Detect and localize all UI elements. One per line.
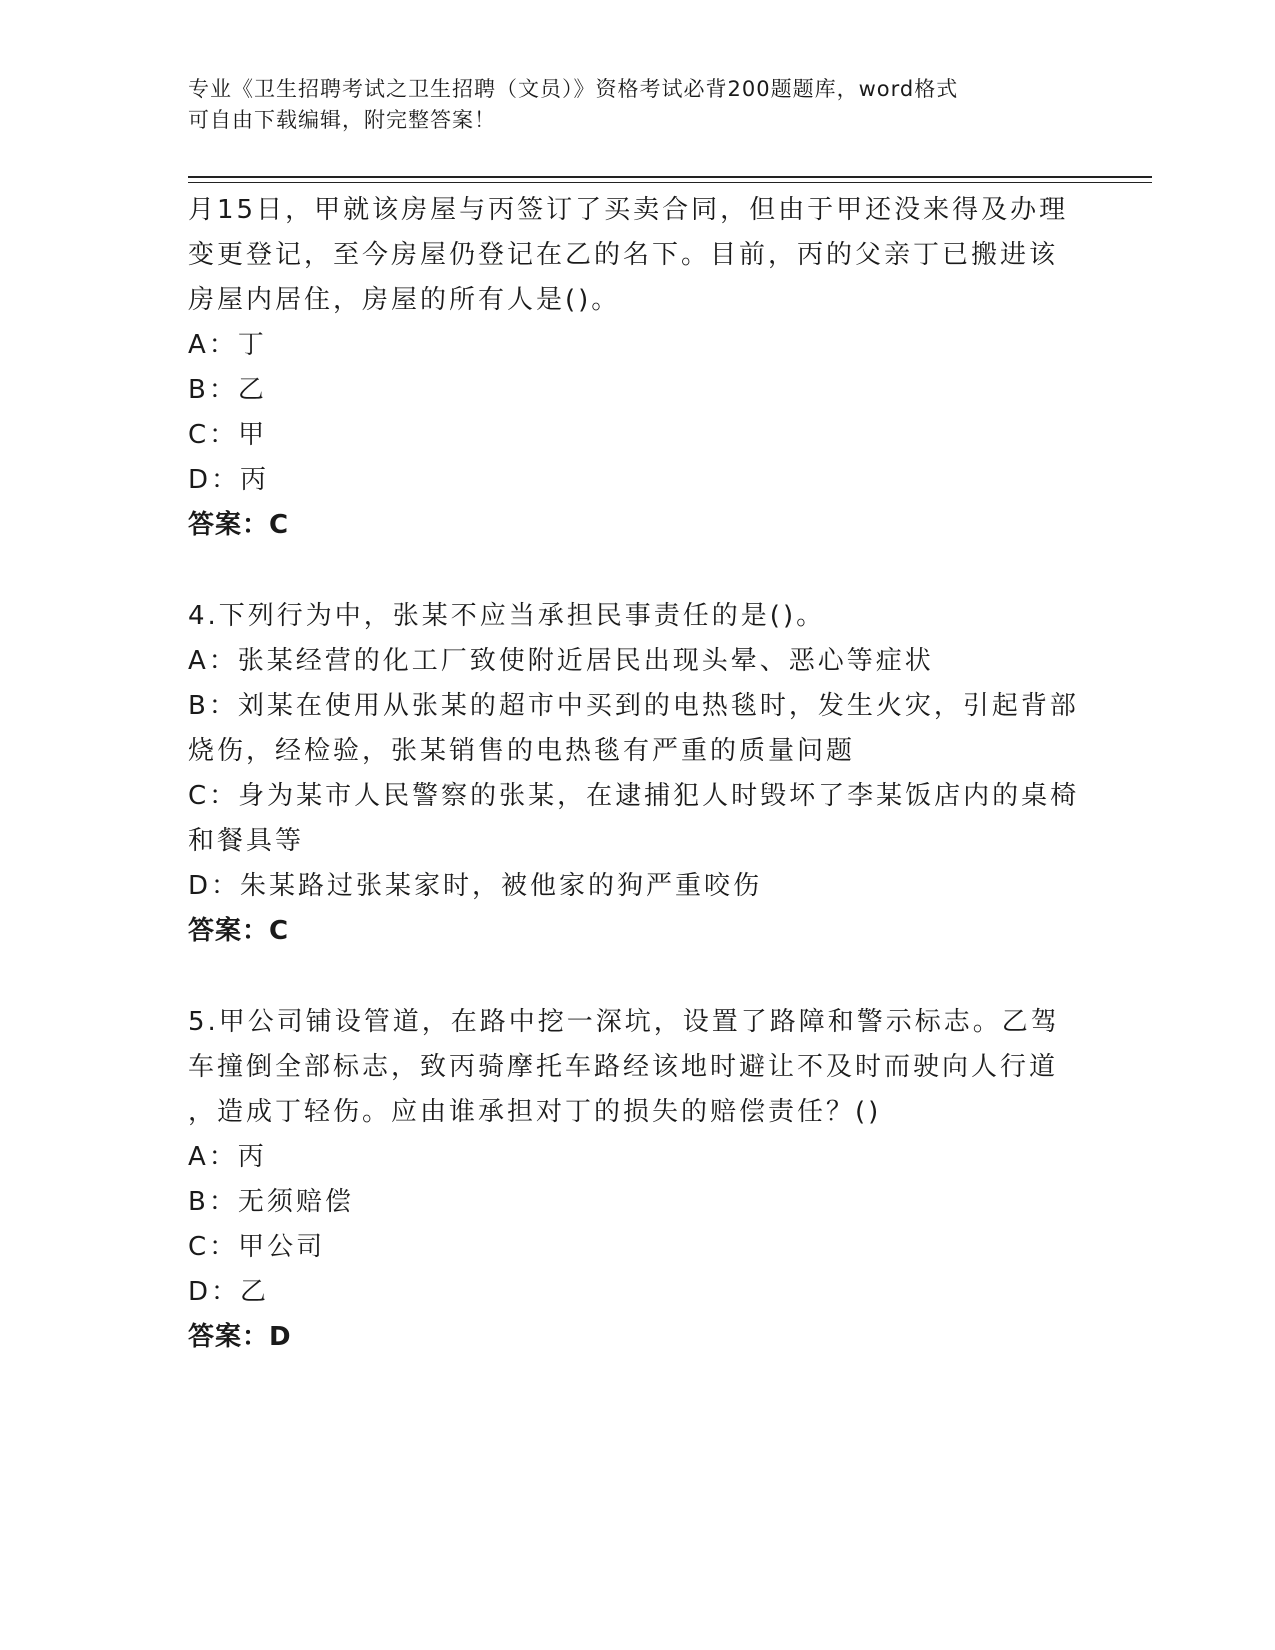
option-d: D：乙 — [188, 1277, 270, 1307]
option-d: D：朱某路过张某家时，被他家的狗严重咬伤 — [188, 871, 763, 901]
document-header — [188, 74, 1068, 136]
question-4 — [188, 594, 1088, 954]
question-text-line: 车撞倒全部标志，致丙骑摩托车路经该地时避让不及时而驶向人行道 — [188, 1052, 1059, 1082]
question-text-line: 4.下列行为中，张某不应当承担民事责任的是()。 — [188, 601, 826, 631]
header-title-line-1: 专业《卫生招聘考试之卫生招聘（文员）》资格考试必背200题题库，word格式 — [188, 77, 959, 101]
option-c: C：甲公司 — [188, 1232, 326, 1262]
question-text-line: 房屋内居住，房屋的所有人是()。 — [188, 285, 621, 315]
option-c-continued: 和餐具等 — [188, 826, 305, 856]
header-divider-thick — [188, 176, 1152, 178]
question-3-continued — [188, 188, 1088, 548]
question-text-line: 变更登记，至今房屋仍登记在乙的名下。目前，丙的父亲丁已搬进该 — [188, 240, 1059, 270]
option-c: C：身为某市人民警察的张某，在逮捕犯人时毁坏了李某饭店内的桌椅 — [188, 781, 1080, 811]
option-a: A：张某经营的化工厂致使附近居民出现头晕、恶心等症状 — [188, 646, 934, 676]
option-b: B：无须赔偿 — [188, 1187, 354, 1217]
question-text-line: 月15日，甲就该房屋与丙签订了买卖合同，但由于甲还没来得及办理 — [188, 195, 1069, 225]
header-divider-thin — [188, 182, 1152, 183]
option-b-continued: 烧伤，经检验，张某销售的电热毯有严重的质量问题 — [188, 736, 856, 766]
answer-label: 答案：D — [188, 1322, 292, 1352]
spacer — [188, 548, 1088, 594]
spacer — [188, 954, 1088, 1000]
option-b: B：刘某在使用从张某的超市中买到的电热毯时，发生火灾，引起背部 — [188, 691, 1079, 721]
option-d: D：丙 — [188, 465, 270, 495]
question-text-line: 5.甲公司铺设管道，在路中挖一深坑，设置了路障和警示标志。乙驾 — [188, 1007, 1060, 1037]
option-a: A：丙 — [188, 1142, 267, 1172]
option-b: B：乙 — [188, 375, 267, 405]
option-c: C：甲 — [188, 420, 268, 450]
question-text-line: ，造成丁轻伤。应由谁承担对丁的损失的赔偿责任？() — [188, 1097, 882, 1127]
answer-label: 答案：C — [188, 916, 290, 946]
option-a: A：丁 — [188, 330, 267, 360]
question-5 — [188, 1000, 1088, 1360]
answer-label: 答案：C — [188, 510, 290, 540]
question-content — [188, 188, 1088, 1360]
header-title-line-2: 可自由下载编辑，附完整答案！ — [188, 108, 496, 132]
